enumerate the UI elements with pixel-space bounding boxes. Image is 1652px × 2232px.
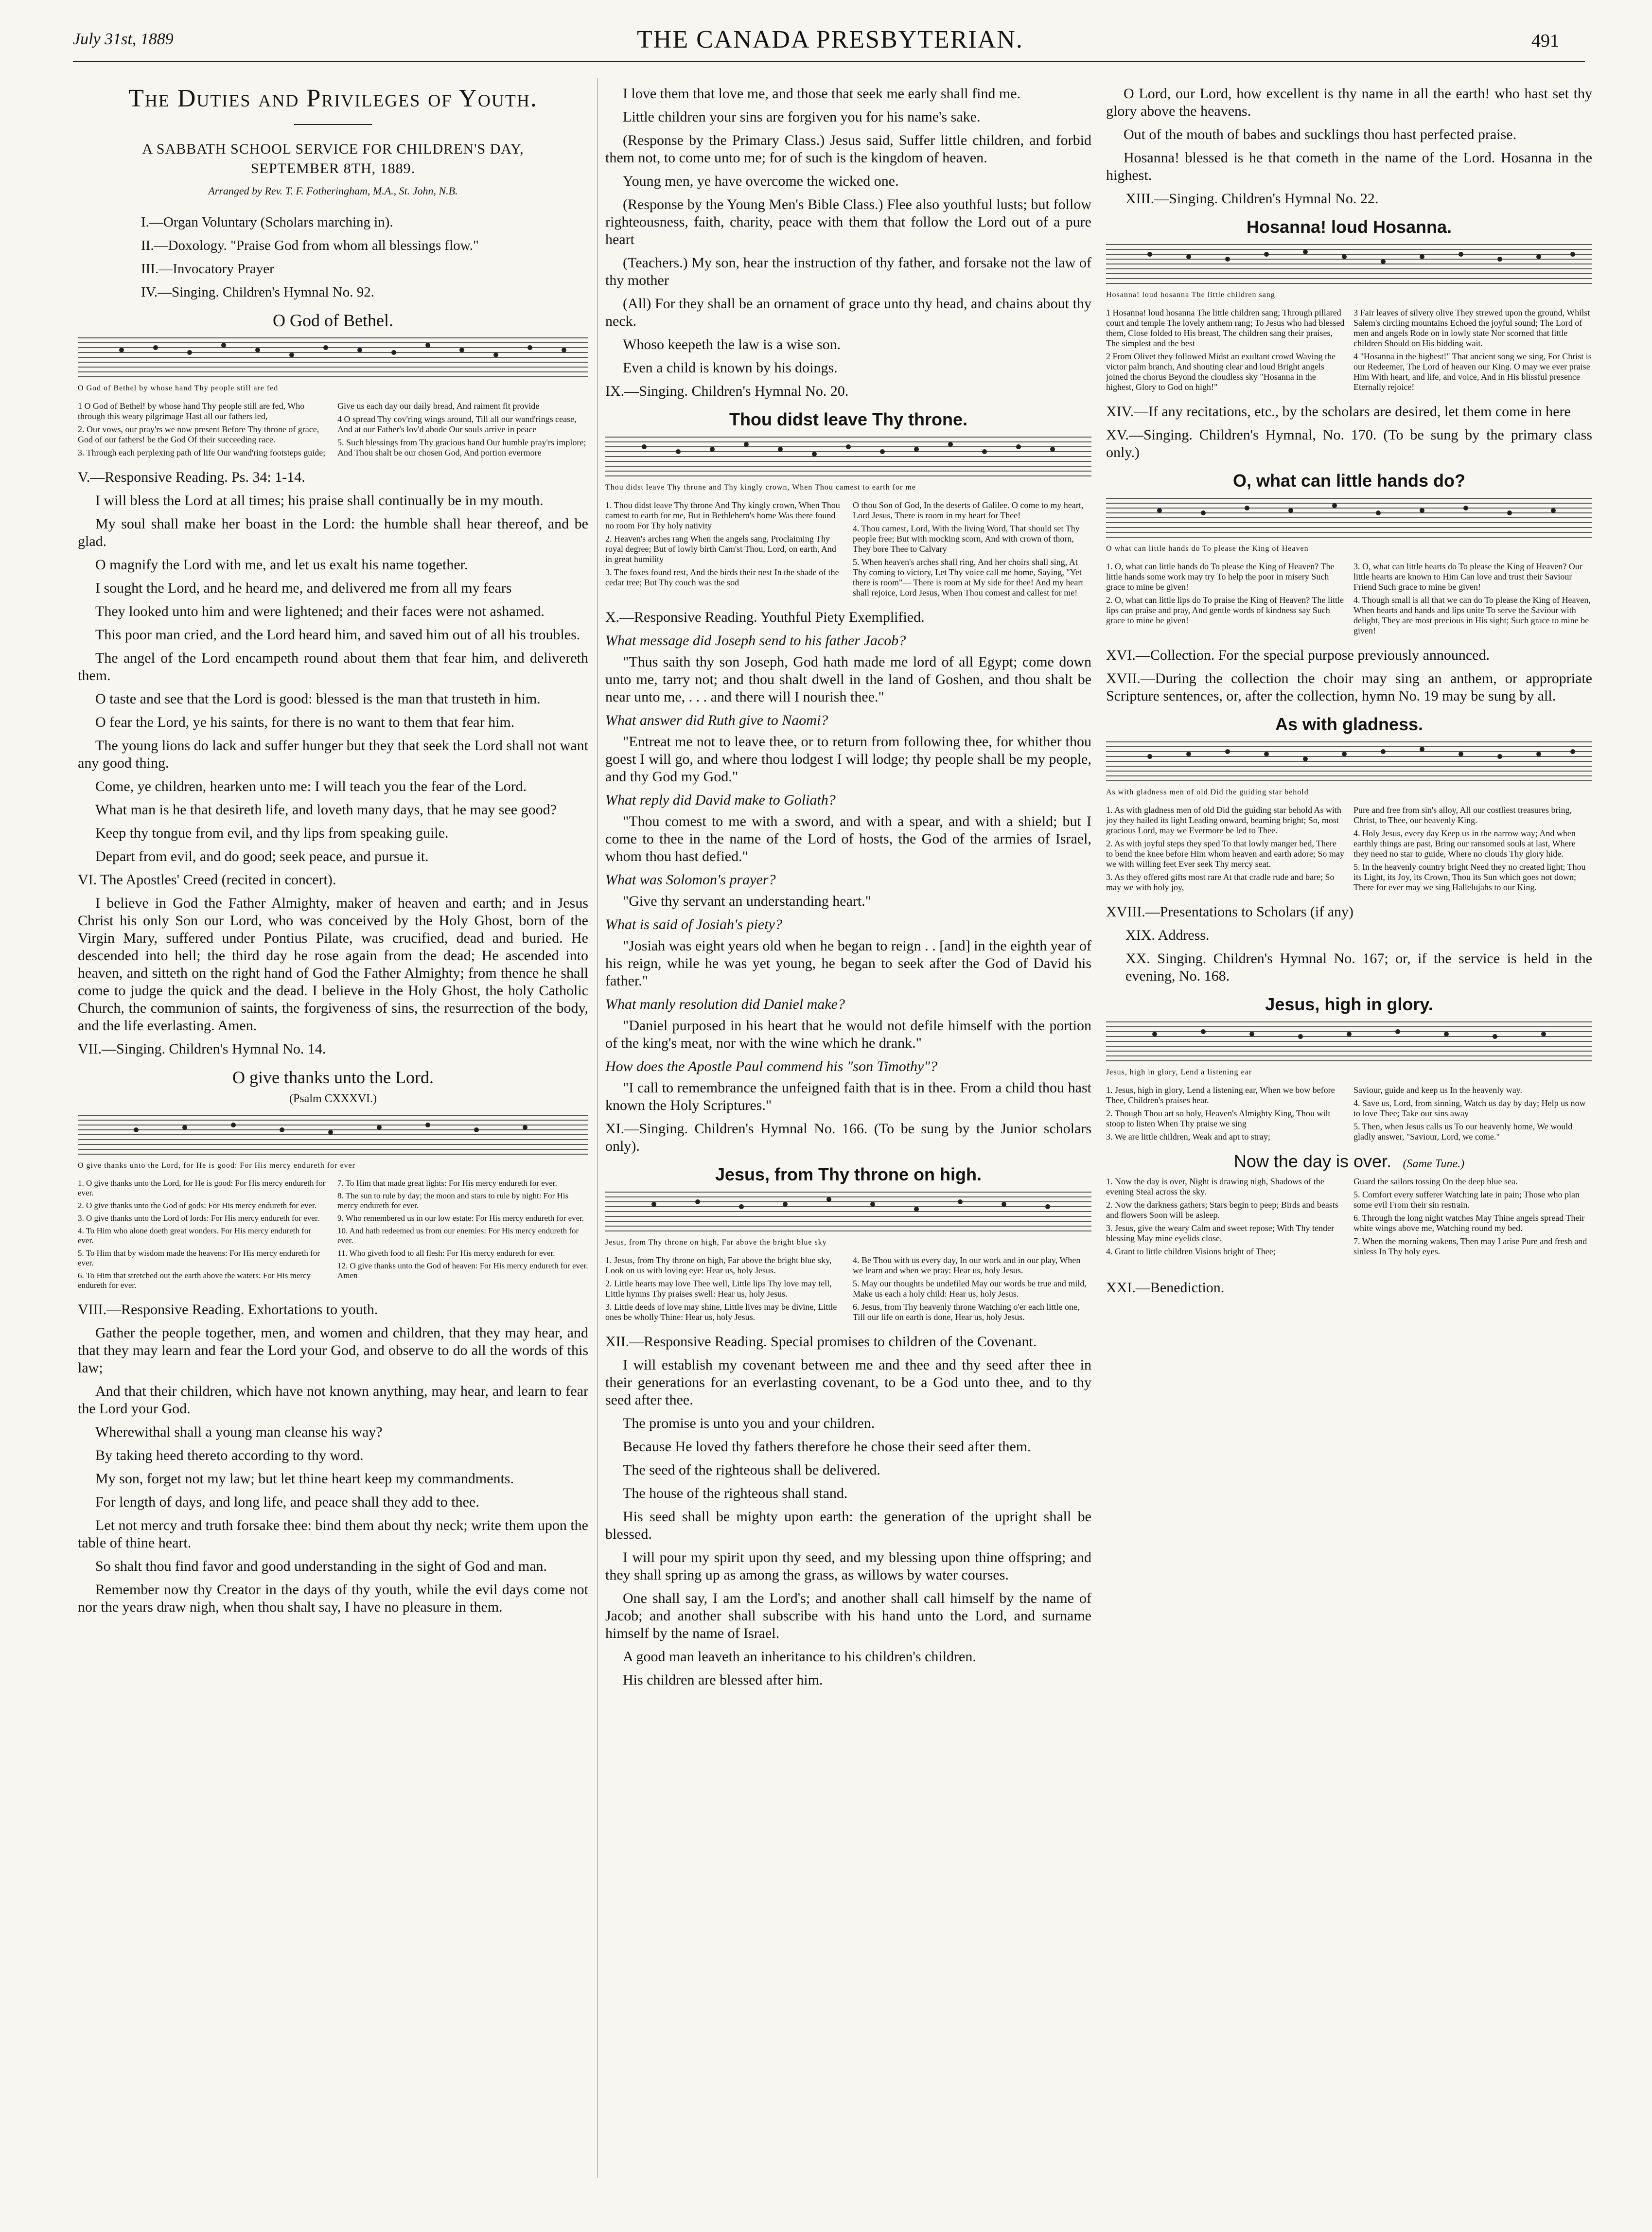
question: What is said of Josiah's piety? — [605, 916, 782, 932]
verse: 2. O give thanks unto the God of gods: For His mercy endureth for ever. — [78, 1201, 317, 1210]
question: What was Solomon's prayer? — [605, 872, 776, 888]
question: What message did Joseph send to his father Jacob? — [605, 633, 906, 649]
masthead: THE CANADA PRESBYTERIAN. — [637, 26, 1023, 53]
verse: 3. The foxes found rest, And the birds their nest In the shade of the cedar tree; But Thy couch was the sod — [605, 567, 839, 587]
section-heading: XXI.—Benediction. — [1106, 1280, 1225, 1296]
reading-verse: Even a child is known by his doings. — [623, 360, 838, 376]
question: What reply did David make to Goliath? — [605, 792, 836, 808]
hymn-title-hosanna: Hosanna! loud Hosanna. — [1246, 217, 1452, 237]
question: What answer did Ruth give to Naomi? — [605, 712, 828, 728]
verse: 6. Jesus, from Thy heavenly throne Watching o'er each little one, Till our life on earth is done, Hear us, holy Jesus. — [853, 1302, 1080, 1322]
reading-verse: Gather the people together, men, and women and children, that they may hear, and that they may learn and fear the Lord your God, and observe to do all the words of this law; — [78, 1325, 588, 1376]
reading-verse: I will bless the Lord at all times; his praise shall continually be in my mouth. — [95, 492, 544, 509]
music-staff — [1106, 737, 1592, 784]
answer: "Thus saith thy son Joseph, God hath made me lord of all Egypt; come down unto me, tarry not; and thou shalt dwell in the land of Goshen, and thou shalt be near unto me, . . . and there will I nourish thee." — [605, 654, 1091, 705]
article-title: The Duties and Privileges of Youth. — [128, 85, 538, 112]
reading-verse: Because He loved thy fathers therefore he chose their seed after them. — [623, 1439, 1031, 1455]
reading-verse: O Lord, our Lord, how excellent is thy name in all the earth! who hast set thy glory above the heavens. — [1106, 86, 1592, 119]
hymn-verses — [1106, 805, 1592, 896]
answer: "Give thy servant an understanding heart." — [623, 893, 872, 909]
verse: 7. To Him that made great lights: For His mercy endureth for ever. — [337, 1178, 557, 1188]
hymn-verses — [1106, 1085, 1592, 1145]
section-heading: XIII.—Singing. Children's Hymnal No. 22. — [1125, 191, 1379, 207]
verse: Give us each day our daily bread, And raiment fit provide — [337, 401, 540, 411]
hymn-verses — [1106, 1177, 1592, 1260]
section-heading: XVII.—During the collection the choir may sing an anthem, or appropriate Scripture sentences, or, after the collection, hymn No. 19 may be sung by all. — [1106, 670, 1592, 704]
reading-verse: The seed of the righteous shall be delivered. — [623, 1462, 880, 1478]
verse: 2. Our vows, our pray'rs we now present Before Thy throne of grace, God of our fathers! be the God Of their succeeding race. — [78, 424, 319, 444]
verse: 1. Jesus, high in glory, Lend a listening ear, When we bow before Thee, Children's praises hear. — [1106, 1085, 1335, 1105]
verse: 8. The sun to rule by day; the moon and stars to rule by night: For His mercy endureth for ever. — [337, 1191, 569, 1210]
page-number: 491 — [1531, 31, 1559, 51]
hymn-verses — [605, 1255, 1091, 1325]
verse: 4 "Hosanna in the highest!" That ancient song we sing, For Christ is our Redeemer, The Lord of heaven our King. O may we ever praise Him With heart, and life, and voice, And in His blissful presence Eternally rejoice! — [1353, 351, 1592, 392]
section-heading: XV.—Singing. Children's Hymnal, No. 170. (To be sung by the primary class only.) — [1106, 427, 1592, 460]
hymn-subtitle: (Psalm CXXXVI.) — [289, 1092, 377, 1105]
hymn-verses — [605, 500, 1091, 601]
music-lyric: As with gladness men of old Did the guiding star behold — [1106, 788, 1309, 796]
verse: 2. Heaven's arches rang When the angels sang, Proclaiming Thy royal degree; But of lowly birth Cam'st Thou, Lord, on earth, And in great humility — [605, 534, 836, 564]
section-heading: XI.—Singing. Children's Hymnal No. 166. (To be sung by the Junior scholars only). — [605, 1121, 1091, 1154]
verse: 1. O give thanks unto the Lord, for He is good: For His mercy endureth for ever. — [78, 1178, 326, 1197]
section-heading: VI. The Apostles' Creed (recited in concert). — [78, 872, 336, 888]
section-heading: XX. Singing. Children's Hymnal No. 167; or, if the service is held in the evening, No. 168. — [1125, 950, 1592, 984]
verse: 2. Little hearts may love Thee well, Little lips Thy love may tell, Little hymns Thy praises swell: Hear us, holy Jesus. — [605, 1279, 832, 1299]
title-rule — [294, 124, 372, 125]
hymn-verses — [78, 401, 588, 461]
answer: "Thou comest to me with a sword, and with a spear, and with a shield; but I come to thee in the name of the Lord of hosts, the God of the armies of Israel, whom thou hast defied." — [605, 813, 1091, 864]
reading-verse: Keep thy tongue from evil, and thy lips from speaking guile. — [95, 825, 449, 841]
column-3 — [1106, 85, 1592, 2214]
verse: 3. O, what can little hearts do To please the King of Heaven? Our little hearts are known to Him Can love and trust their Saviour Friend Such grace to mine be given! — [1353, 562, 1582, 592]
verse: 4. Thou camest, Lord, With the living Word, That should set Thy people free; But with mocking scorn, And with crown of thorn, They bore Thee to Calvary — [853, 524, 1080, 554]
section-heading: X.—Responsive Reading. Youthful Piety Exemplified. — [605, 609, 925, 625]
verse: 1. O, what can little hands do To please the King of Heaven? The little hands some work may try To help the poor in misery Such grace to mine be given! — [1106, 562, 1335, 592]
column-divider — [597, 78, 598, 2178]
section-heading: VIII.—Responsive Reading. Exhortations to youth. — [78, 1301, 378, 1318]
verse: 2. Now the darkness gathers; Stars begin to peep; Birds and beasts and flowers Soon will be asleep. — [1106, 1200, 1338, 1220]
verse: 4. To Him who alone doeth great wonders. For His mercy endureth for ever. — [78, 1226, 312, 1245]
reading-verse: Wherewithal shall a young man cleanse his way? — [95, 1424, 383, 1440]
section-heading: XIX. Address. — [1125, 927, 1210, 943]
music-lyric: Jesus, from Thy throne on high, Far above the bright blue sky — [605, 1238, 827, 1247]
verse: 4 O spread Thy cov'ring wings around, Till all our wand'rings cease, And at our Father's lov'd abode Our souls arrive in peace — [337, 414, 577, 434]
music-lyric: Hosanna! loud hosanna The little children sang — [1106, 291, 1275, 299]
reading-verse: What man is he that desireth life, and loveth many days, that he may see good? — [95, 802, 557, 818]
verse: 11. Who giveth food to all flesh: For His mercy endureth for ever. — [337, 1248, 555, 1258]
verse: 1. Now the day is over, Night is drawing nigh, Shadows of the evening Steal across the sky. — [1106, 1177, 1324, 1196]
answer: "Josiah was eight years old when he began to reign . . [and] in the eighth year of his reign, while he was yet young, he began to seek after the God of David his father." — [605, 938, 1091, 989]
hymn-title-day-over: Now the day is over. — [1233, 1151, 1391, 1171]
hymn-title-gladness: As with gladness. — [1275, 714, 1424, 734]
reading-verse: My son, forget not my law; but let thine heart keep my commandments. — [95, 1471, 514, 1487]
verse: 3. Little deeds of love may shine, Little lives may be divine, Little ones be wholly Thine: Hear us, holy Jesus. — [605, 1302, 837, 1322]
verse: O thou Son of God, In the deserts of Galilee. O come to my heart, Lord Jesus, There is room in my heart for Thee! — [853, 500, 1084, 520]
tune-note: (Same Tune.) — [1403, 1158, 1465, 1170]
verse: 3. Jesus, give the weary Calm and sweet repose; With Thy tender blessing May mine eyelids close. — [1106, 1223, 1334, 1243]
verse: 6. Through the long night watches May Thine angels spread Their white wings above me, Watching round my bed. — [1353, 1213, 1585, 1233]
music-staff — [1106, 1017, 1592, 1064]
verse: 4. Be Thou with us every day, In our work and in our play, When we learn and when we pray: Hear us, holy Jesus. — [853, 1255, 1081, 1275]
reading-verse: The young lions do lack and suffer hunger but they that seek the Lord shall not want any good thing. — [78, 738, 588, 771]
verse: 3. We are little children, Weak and apt to stray; — [1106, 1132, 1270, 1142]
reading-verse: My soul shall make her boast in the Lord: the humble shall hear thereof, and be glad. — [78, 516, 588, 549]
music-staff — [78, 1110, 588, 1157]
reading-verse: I will pour my spirit upon thy seed, and my blessing upon thine offspring; and they shall spring up as among the grass, as willows by water courses. — [605, 1549, 1091, 1583]
hymn-verses — [1106, 562, 1592, 639]
reading-verse: Remember now thy Creator in the days of thy youth, while the evil days come not nor the years draw nigh, when thou shalt say, I have no pleasure in them. — [78, 1582, 588, 1615]
order-item-3: III.—Invocatory Prayer — [141, 261, 274, 277]
music-lyric: O what can little hands do To please the King of Heaven — [1106, 545, 1309, 553]
reading-verse: O fear the Lord, ye his saints, for there is no want to them that fear him. — [95, 714, 515, 730]
music-staff — [1106, 493, 1592, 540]
article-byline: Arranged by Rev. T. F. Fotheringham, M.A., St. John, N.B. — [208, 185, 458, 197]
question: What manly resolution did Daniel make? — [605, 996, 845, 1012]
verse: Saviour, guide and keep us In the heavenly way. — [1353, 1085, 1523, 1095]
hymn-verses — [78, 1178, 588, 1293]
verse: 2. O, what can little lips do To praise the King of Heaven? The little lips can praise and pray, And gentle words of kindness say Such grace to mine be given! — [1106, 595, 1344, 625]
verse: 12. O give thanks unto the God of heaven: For His mercy endureth for ever. Amen — [337, 1261, 588, 1280]
section-heading: XII.—Responsive Reading. Special promises to children of the Covenant. — [605, 1334, 1037, 1350]
verse: 3. As they offered gifts most rare At that cradle rude and bare; So may we with holy joy, — [1106, 872, 1335, 892]
answer: "I call to remembrance the unfeigned faith that is in thee. From a child thou hast known the Holy Scriptures." — [605, 1080, 1091, 1113]
reading-verse: By taking heed thereto according to thy word. — [95, 1447, 364, 1463]
reading-verse: O magnify the Lord with me, and let us exalt his name together. — [95, 557, 468, 573]
reading-verse: I will establish my covenant between me and thee and thy seed after thee in their generations for an everlasting covenant, to be a God unto thee, and to thy seed after thee. — [605, 1357, 1091, 1408]
reading-verse: (Response by the Young Men's Bible Class.) Flee also youthful lusts; but follow righteousness, faith, charity, peace with them that follow the Lord out of a pure heart — [605, 196, 1091, 247]
reading-verse: (All) For they shall be an ornament of grace unto thy head, and chains about thy neck. — [605, 296, 1091, 329]
reading-verse: The angel of the Lord encampeth round about them that fear him, and delivereth them. — [78, 650, 588, 684]
hymn-verses — [1106, 308, 1592, 395]
reading-verse: The promise is unto you and your children. — [623, 1415, 875, 1431]
reading-verse: A good man leaveth an inheritance to his children's children. — [623, 1649, 976, 1665]
answer: "Entreat me not to leave thee, or to return from following thee, for whither thou goest I will go, and where thou lodgest I will lodge; thy people shall be my people, and thy God my God." — [605, 734, 1091, 785]
header-rule — [73, 61, 1585, 62]
order-item-2: II.—Doxology. "Praise God from whom all blessings flow." — [141, 238, 479, 253]
creed-text: I believe in God the Father Almighty, maker of heaven and earth; and in Jesus Christ his only Son our Lord, who was conceived by the Holy Ghost, born of the Virgin Mary, suffered under Pontius Pilate, was crucified, dead and buried. He descended into hell; the third day he rose again from the dead; He ascended into heaven, and sitteth on the right hand of God the Father Almighty; from thence he shall come to judge the quick and the dead. I believe in the Holy Ghost, the holy Catholic Church, the communion of saints, the forgiveness of sins, the resurrection of the body, and the life everlasting. Amen. — [78, 895, 588, 1034]
question: How does the Apostle Paul commend his "son Timothy"? — [605, 1058, 937, 1074]
section-heading: VII.—Singing. Children's Hymnal No. 14. — [78, 1041, 326, 1057]
verse: 2. As with joyful steps they sped To that lowly manger bed, There to bend the knee before Him whom heaven and earth adore; So may we with willing feet Ever seek Thy mercy seat. — [1106, 839, 1344, 869]
hymn-title-bethel: O God of Bethel. — [273, 311, 393, 330]
hymn-title-hands: O, what can little hands do? — [1232, 471, 1466, 491]
section-heading: XVI.—Collection. For the special purpose previously announced. — [1106, 647, 1490, 663]
column-2 — [605, 85, 1091, 2214]
music-lyric: Jesus, high in glory, Lend a listening ear — [1106, 1068, 1252, 1076]
reading-verse: His children are blessed after him. — [623, 1672, 823, 1688]
reading-verse: Depart from evil, and do good; seek peace, and pursue it. — [95, 848, 429, 864]
reading-verse: This poor man cried, and the Lord heard him, and saved him out of all his troubles. — [95, 627, 580, 643]
hymn-title-jesus: Jesus, from Thy throne on high. — [715, 1164, 982, 1184]
music-staff — [605, 1187, 1091, 1234]
verse: 5. In the heavenly country bright Need they no created light; Thou its Light, its Joy, its Crown, Thou its Sun which goes not down; There for ever may we sing Hallelujahs to our King. — [1353, 862, 1586, 892]
verse: 2 From Olivet they followed Midst an exultant crowd Waving the victor palm branch, And shouting clear and loud Bright angels joined the chorus Beyond the cloudless sky "Hosanna in the highest, Glory to God on high!" — [1106, 351, 1336, 392]
verse: 6. To Him that stretched out the earth above the waters: For His mercy endureth for ever. — [78, 1271, 311, 1290]
section-heading: IX.—Singing. Children's Hymnal No. 20. — [605, 383, 849, 399]
reading-verse: I love them that love me, and those that seek me early shall find me. — [623, 86, 1021, 102]
verse: 3 Fair leaves of silvery olive They strewed upon the ground, Whilst Salem's circling mountains Echoed the joyful sound; The Lord of men and angels Rode on in lowly state Nor scorned that little children Should on His bidding wait. — [1353, 308, 1590, 348]
reading-verse: And that their children, which have not known anything, may hear, and learn to fear the Lord your God. — [78, 1383, 588, 1417]
verse: 4. Save us, Lord, from sinning, Watch us day by day; Help us now to love Thee; Take our sins away — [1353, 1098, 1586, 1118]
music-staff — [605, 432, 1091, 479]
verse: 5. Then, when Jesus calls us To our heavenly home, We would gladly answer, "Saviour, Lord, we come." — [1353, 1122, 1573, 1142]
music-staff — [78, 333, 588, 380]
verse: 5. When heaven's arches shall ring, And her choirs shall sing, At Thy coming to victory, Let Thy voice call me home, Saying, "Yet there is room"— There is room at My side for thee! And my heart shall rejoice, Lord Jesus, When Thou comest and callest for me! — [853, 557, 1084, 598]
verse: 1. Thou didst leave Thy throne And Thy kingly crown, When Thou camest to earth for me, But in Bethlehem's home Was there found no room For Thy holy nativity — [605, 500, 840, 530]
hymn-heading-row — [1106, 1153, 1592, 1173]
reading-verse: O taste and see that the Lord is good: blessed is the man that trusteth in him. — [95, 691, 541, 707]
answer: "Daniel purposed in his heart that he would not defile himself with the portion of the king's meat, nor with the wine which he drank." — [605, 1018, 1091, 1051]
reading-verse: Out of the mouth of babes and sucklings thou hast perfected praise. — [1124, 126, 1517, 142]
verse: 4. Though small is all that we can do To please the King of Heaven, When hearts and hands and lips unite To serve the Saviour with delight, They are most precious in His sight; Such grace to mine be given! — [1353, 595, 1591, 635]
reading-verse: So shalt thou find favor and good understanding in the sight of God and man. — [95, 1558, 547, 1574]
reading-verse: One shall say, I am the Lord's; and another shall call himself by the name of Jacob; and another shall subscribe with his hand unto the Lord, and surname himself by the name of Israel. — [605, 1590, 1091, 1641]
hymn-title-thanks: O give thanks unto the Lord. — [232, 1068, 434, 1087]
section-heading: XIV.—If any recitations, etc., by the scholars are desired, let them come in here — [1106, 404, 1571, 420]
music-lyric: O give thanks unto the Lord, for He is good: For His mercy endureth for ever — [78, 1161, 355, 1170]
column-1 — [78, 85, 588, 2214]
music-staff — [1106, 240, 1592, 286]
verse: 1. As with gladness men of old Did the guiding star behold As with joy they hailed its light Leading onward, beaming bright; So, most gracious Lord, may we Evermore be led to Thee. — [1106, 805, 1341, 835]
section-heading: V.—Responsive Reading. Ps. 34: 1-14. — [78, 469, 305, 485]
verse: 3. Through each perplexing path of life Our wand'ring footsteps guide; — [78, 448, 326, 457]
hymn-title-throne: Thou didst leave Thy throne. — [729, 409, 968, 429]
verse: 4. Holy Jesus, every day Keep us in the narrow way; And when earthly things are past, Bring our ransomed souls at last, Where they need no star to guide, Where no clouds Thy glory hide. — [1353, 828, 1576, 859]
verse: 5. May our thoughts be undefiled May our words be true and mild, Make us each a holy child: Hear us, holy Jesus. — [853, 1279, 1087, 1299]
verse: 9. Who remembered us in our low estate: For His mercy endureth for ever. — [337, 1213, 584, 1223]
verse: 1. Jesus, from Thy throne on high, Far above the bright blue sky, Look on us with loving eye: Hear us, holy Jesus. — [605, 1255, 832, 1275]
reading-verse: Young men, ye have overcome the wicked one. — [623, 173, 899, 189]
reading-verse: The house of the righteous shall stand. — [623, 1485, 848, 1501]
verse: 3. O give thanks unto the Lord of lords: For His mercy endureth for ever. — [78, 1213, 319, 1223]
verse: Pure and free from sin's alloy, All our costliest treasures bring, Christ, to Thee, our heavenly King. — [1353, 805, 1572, 825]
reading-verse: I sought the Lord, and he heard me, and delivered me from all my fears — [95, 580, 512, 596]
order-item-4: IV.—Singing. Children's Hymnal No. 92. — [141, 284, 374, 300]
music-lyric: Thou didst leave Thy throne and Thy kingly crown, When Thou camest to earth for me — [605, 483, 916, 492]
reading-verse: For length of days, and long life, and peace shall they add to thee. — [95, 1494, 479, 1510]
verse: 1 Hosanna! loud hosanna The little children sang; Through pillared court and temple The lovely anthem rang; To Jesus who had blessed them, Close folded to His breast, The children sang their praises, The simplest and the best — [1106, 308, 1345, 348]
verse: 4. Grant to little children Visions bright of Thee; — [1106, 1247, 1276, 1256]
verse: 7. When the morning wakens, Then may I arise Pure and fresh and sinless In Thy holy eyes. — [1353, 1236, 1587, 1256]
article-subtitle: A SABBATH SCHOOL SERVICE FOR CHILDREN'S DAY, SEPTEMBER 8TH, 1889. — [142, 141, 524, 176]
reading-verse: (Response by the Primary Class.) Jesus said, Suffer little children, and forbid them not, to come unto me; for of such is the kingdom of heaven. — [605, 132, 1091, 166]
reading-verse: Hosanna! blessed is he that cometh in the name of the Lord. Hosanna in the highest. — [1106, 150, 1592, 183]
verse: 5. Such blessings from Thy gracious hand Our humble pray'rs implore; And Thou shalt be our chosen God, And portion evermore — [337, 438, 586, 457]
verse: 5. To Him that by wisdom made the heavens: For His mercy endureth for ever. — [78, 1248, 320, 1267]
music-lyric: O God of Bethel by whose hand Thy people still are fed — [78, 384, 279, 392]
reading-verse: His seed shall be mighty upon earth: the generation of the upright shall be blessed. — [605, 1509, 1091, 1542]
verse: 2. Though Thou art so holy, Heaven's Almighty King, Thou wilt stoop to listen When Thy praise we sing — [1106, 1108, 1331, 1128]
verse: Guard the sailors tossing On the deep blue sea. — [1353, 1177, 1518, 1186]
verse: 1 O God of Bethel! by whose hand Thy people still are fed, Who through this weary pilgrimage Hast all our fathers led, — [78, 401, 305, 421]
reading-verse: Come, ye children, hearken unto me: I will teach you the fear of the Lord. — [95, 778, 527, 794]
hymn-title-glory: Jesus, high in glory. — [1265, 994, 1433, 1014]
verse: 10. And hath redeemed us from our enemies: For His mercy endureth for ever. — [337, 1226, 579, 1245]
order-item-1: I.—Organ Voluntary (Scholars marching in). — [141, 214, 393, 230]
reading-verse: Whoso keepeth the law is a wise son. — [623, 336, 841, 352]
reading-verse: They looked unto him and were lightened; and their faces were not ashamed. — [95, 603, 545, 619]
reading-verse: Little children your sins are forgiven you for his name's sake. — [623, 109, 981, 125]
reading-verse: Let not mercy and truth forsake thee: bind them about thy neck; write them upon the table of thine heart. — [78, 1517, 588, 1551]
section-heading: XVIII.—Presentations to Scholars (if any) — [1106, 904, 1354, 920]
reading-verse: (Teachers.) My son, hear the instruction of thy father, and forsake not the law of thy mother — [605, 255, 1091, 288]
verse: 5. Comfort every sufferer Watching late in pain; Those who plan some evil From their sin restrain. — [1353, 1190, 1580, 1210]
issue-date: July 31st, 1889 — [73, 30, 174, 48]
